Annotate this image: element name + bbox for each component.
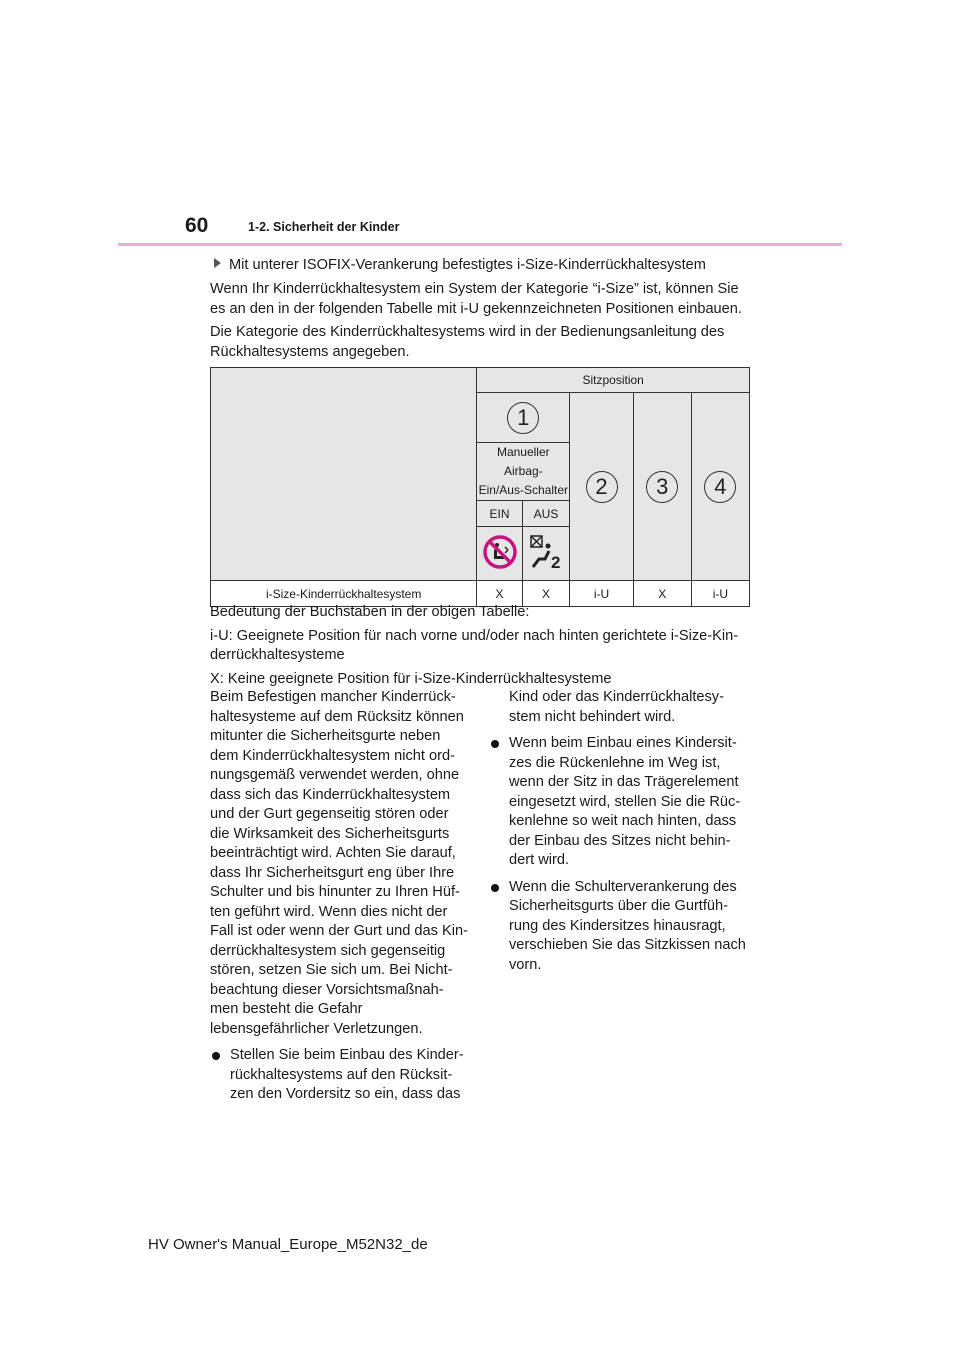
seat-1-number: 1 — [507, 402, 539, 434]
text-line: vorn. — [509, 956, 542, 973]
left-paragraph — [210, 688, 472, 1039]
text-line: nungsgemäß verwendet werden, ohne — [210, 767, 460, 783]
seat-1-cell — [477, 393, 570, 443]
text-line: Wenn Ihr Kinderrückhaltesystem ein System der Kategorie “i-Size” ist, können Sie — [210, 281, 739, 297]
seat-4-cell — [691, 393, 749, 581]
bullet-dot-icon — [491, 884, 499, 892]
text-line: dass sich das Kinderrückhaltesystem — [210, 786, 451, 803]
intro-paragraph-1 — [210, 280, 770, 319]
text-line: es an den in der folgenden Tabelle mit i-U gekennzeichneten Positionen einbauen. — [210, 300, 742, 317]
text-line: Sicherheitsgurts über die Gurtfüh- — [509, 898, 729, 914]
text-line: Fall ist oder wenn der Gurt und das Kin- — [210, 923, 468, 939]
bullet-item — [210, 1046, 472, 1105]
text-line: stem nicht behindert wird. — [509, 708, 676, 725]
value-cell: X — [522, 581, 570, 607]
section-title: 1-2. Sicherheit der Kinder — [248, 220, 400, 234]
text-line: dert wird. — [509, 852, 570, 868]
text-line: Wenn beim Einbau eines Kindersit- — [509, 735, 737, 751]
text-line: Kind oder das Kinderrückhaltesy- — [509, 689, 724, 705]
text-line: verschieben Sie das Sitzkissen nach — [509, 937, 746, 953]
text-line: mitunter die Sicherheitsgurte neben — [210, 728, 441, 744]
text-line: rung des Kindersitzes hinausragt, — [509, 917, 726, 934]
legend-title: Bedeutung der Buchstaben in der obigen Tabelle: — [210, 604, 530, 620]
text-line: derrückhaltesystem sich gegenseitig — [210, 942, 446, 959]
legend-iu-cont: derrückhaltesysteme — [210, 647, 345, 663]
text-line: eingesetzt wird, stellen Sie die Rüc- — [509, 793, 741, 810]
text-line: men besteht die Gefahr — [210, 1001, 363, 1017]
intro-paragraph-2 — [210, 323, 770, 362]
text-line: Stellen Sie beim Einbau des Kinder- — [230, 1047, 464, 1063]
arrow-bullet-icon — [214, 258, 221, 268]
text-line: der Einbau des Sitzes nicht behin- — [509, 832, 731, 849]
text-line: rückhaltesystems auf den Rücksit- — [230, 1066, 453, 1083]
text-line: Die Kategorie des Kinderrückhaltesystems wird in der Bedienungsanleitung des — [210, 324, 725, 340]
legend-iu: i-U: Geeignete Position für nach vorne und/oder nach hinten gerichtete i-Size-Kin- — [210, 627, 739, 644]
bullet-dot-icon — [491, 740, 499, 748]
text-line: beachtung dieser Vorsichtsmaßnah- — [210, 981, 444, 998]
value-cell: i-U — [691, 581, 749, 607]
text-line: stören, setzen Sie sich um. Bei Nicht- — [210, 962, 453, 978]
row-label: i-Size-Kinderrückhaltesystem — [211, 581, 477, 607]
legend-x: X: Keine geeignete Position für i-Size-Kinderrückhaltesysteme — [210, 670, 612, 687]
bullet-text — [509, 878, 751, 976]
seat-position-table — [210, 367, 750, 607]
text-line: und der Gurt gegenseitig stören oder — [210, 806, 449, 822]
bullet-text — [509, 734, 751, 871]
bullet-text — [230, 1046, 472, 1105]
left-column — [210, 688, 472, 1105]
legend — [210, 603, 770, 689]
seat-4-number: 4 — [704, 471, 736, 503]
header-rule — [118, 243, 842, 246]
airbag-on-label: EIN — [477, 501, 522, 527]
airbag-on-icon-cell — [477, 527, 522, 581]
text-line: zes die Rückenlehne im Weg ist, — [509, 754, 721, 771]
seat-position-header: Sitzposition — [477, 368, 750, 393]
value-cell: X — [633, 581, 691, 607]
text-line: Beim Befestigen mancher Kinderrück- — [210, 689, 456, 705]
text-line: Wenn die Schulterverankerung des — [509, 878, 737, 895]
seat-3-number: 3 — [646, 471, 678, 503]
value-cell: X — [477, 581, 522, 607]
text-line: die Wirksamkeit des Sicherheitsgurts — [210, 825, 450, 842]
airbag-off-icon-cell — [522, 527, 570, 581]
text-line: ten geführt wird. Wenn dies nicht der — [210, 903, 448, 920]
seat-3-cell — [633, 393, 691, 581]
text-line: Schulter und bis hinunter zu Ihren Hüf- — [210, 884, 460, 900]
airbag-off-icon — [527, 533, 565, 571]
bullet-continuation — [489, 688, 751, 727]
page-number: 60 — [185, 214, 209, 237]
seat-2-cell — [570, 393, 633, 581]
intro-heading-text: Mit unterer ISOFIX-Verankerung befestigtes i-Size-Kinderrückhaltesystem — [229, 257, 706, 273]
text-line: dem Kinderrückhaltesystem nicht ord- — [210, 747, 455, 764]
text-line: haltesysteme auf dem Rücksitz können — [210, 708, 464, 725]
text-line: kenlehne so weit nach hinten, dass — [509, 813, 737, 829]
text-line: wenn der Sitz in das Trägerelement — [509, 774, 739, 790]
bullet-item — [489, 734, 751, 871]
bullet-item — [489, 878, 751, 976]
svg-text:2: 2 — [551, 553, 561, 571]
right-column — [489, 688, 751, 975]
text-line: Ein/Aus-Schalter — [478, 483, 568, 497]
text-line: Rückhaltesystems angegeben. — [210, 343, 410, 360]
airbag-switch-label — [477, 443, 570, 501]
seat-2-number: 2 — [586, 471, 618, 503]
text-line: lebensgefährlicher Verletzungen. — [210, 1020, 423, 1037]
airbag-off-label: AUS — [522, 501, 570, 527]
text-line: zen den Vordersitz so ein, dass das — [230, 1086, 461, 1102]
text-line: Manueller Airbag- — [496, 445, 550, 478]
value-cell: i-U — [570, 581, 633, 607]
text-line: dass Ihr Sicherheitsgurt eng über Ihre — [210, 864, 455, 881]
footer-text: HV Owner's Manual_Europe_M52N32_de — [148, 1236, 428, 1253]
text-line: beeinträchtigt wird. Achten Sie darauf, — [210, 845, 456, 861]
bullet-dot-icon — [212, 1052, 220, 1060]
airbag-on-prohibited-icon — [482, 534, 518, 570]
table-corner-cell — [211, 368, 477, 581]
intro-heading — [214, 256, 706, 276]
